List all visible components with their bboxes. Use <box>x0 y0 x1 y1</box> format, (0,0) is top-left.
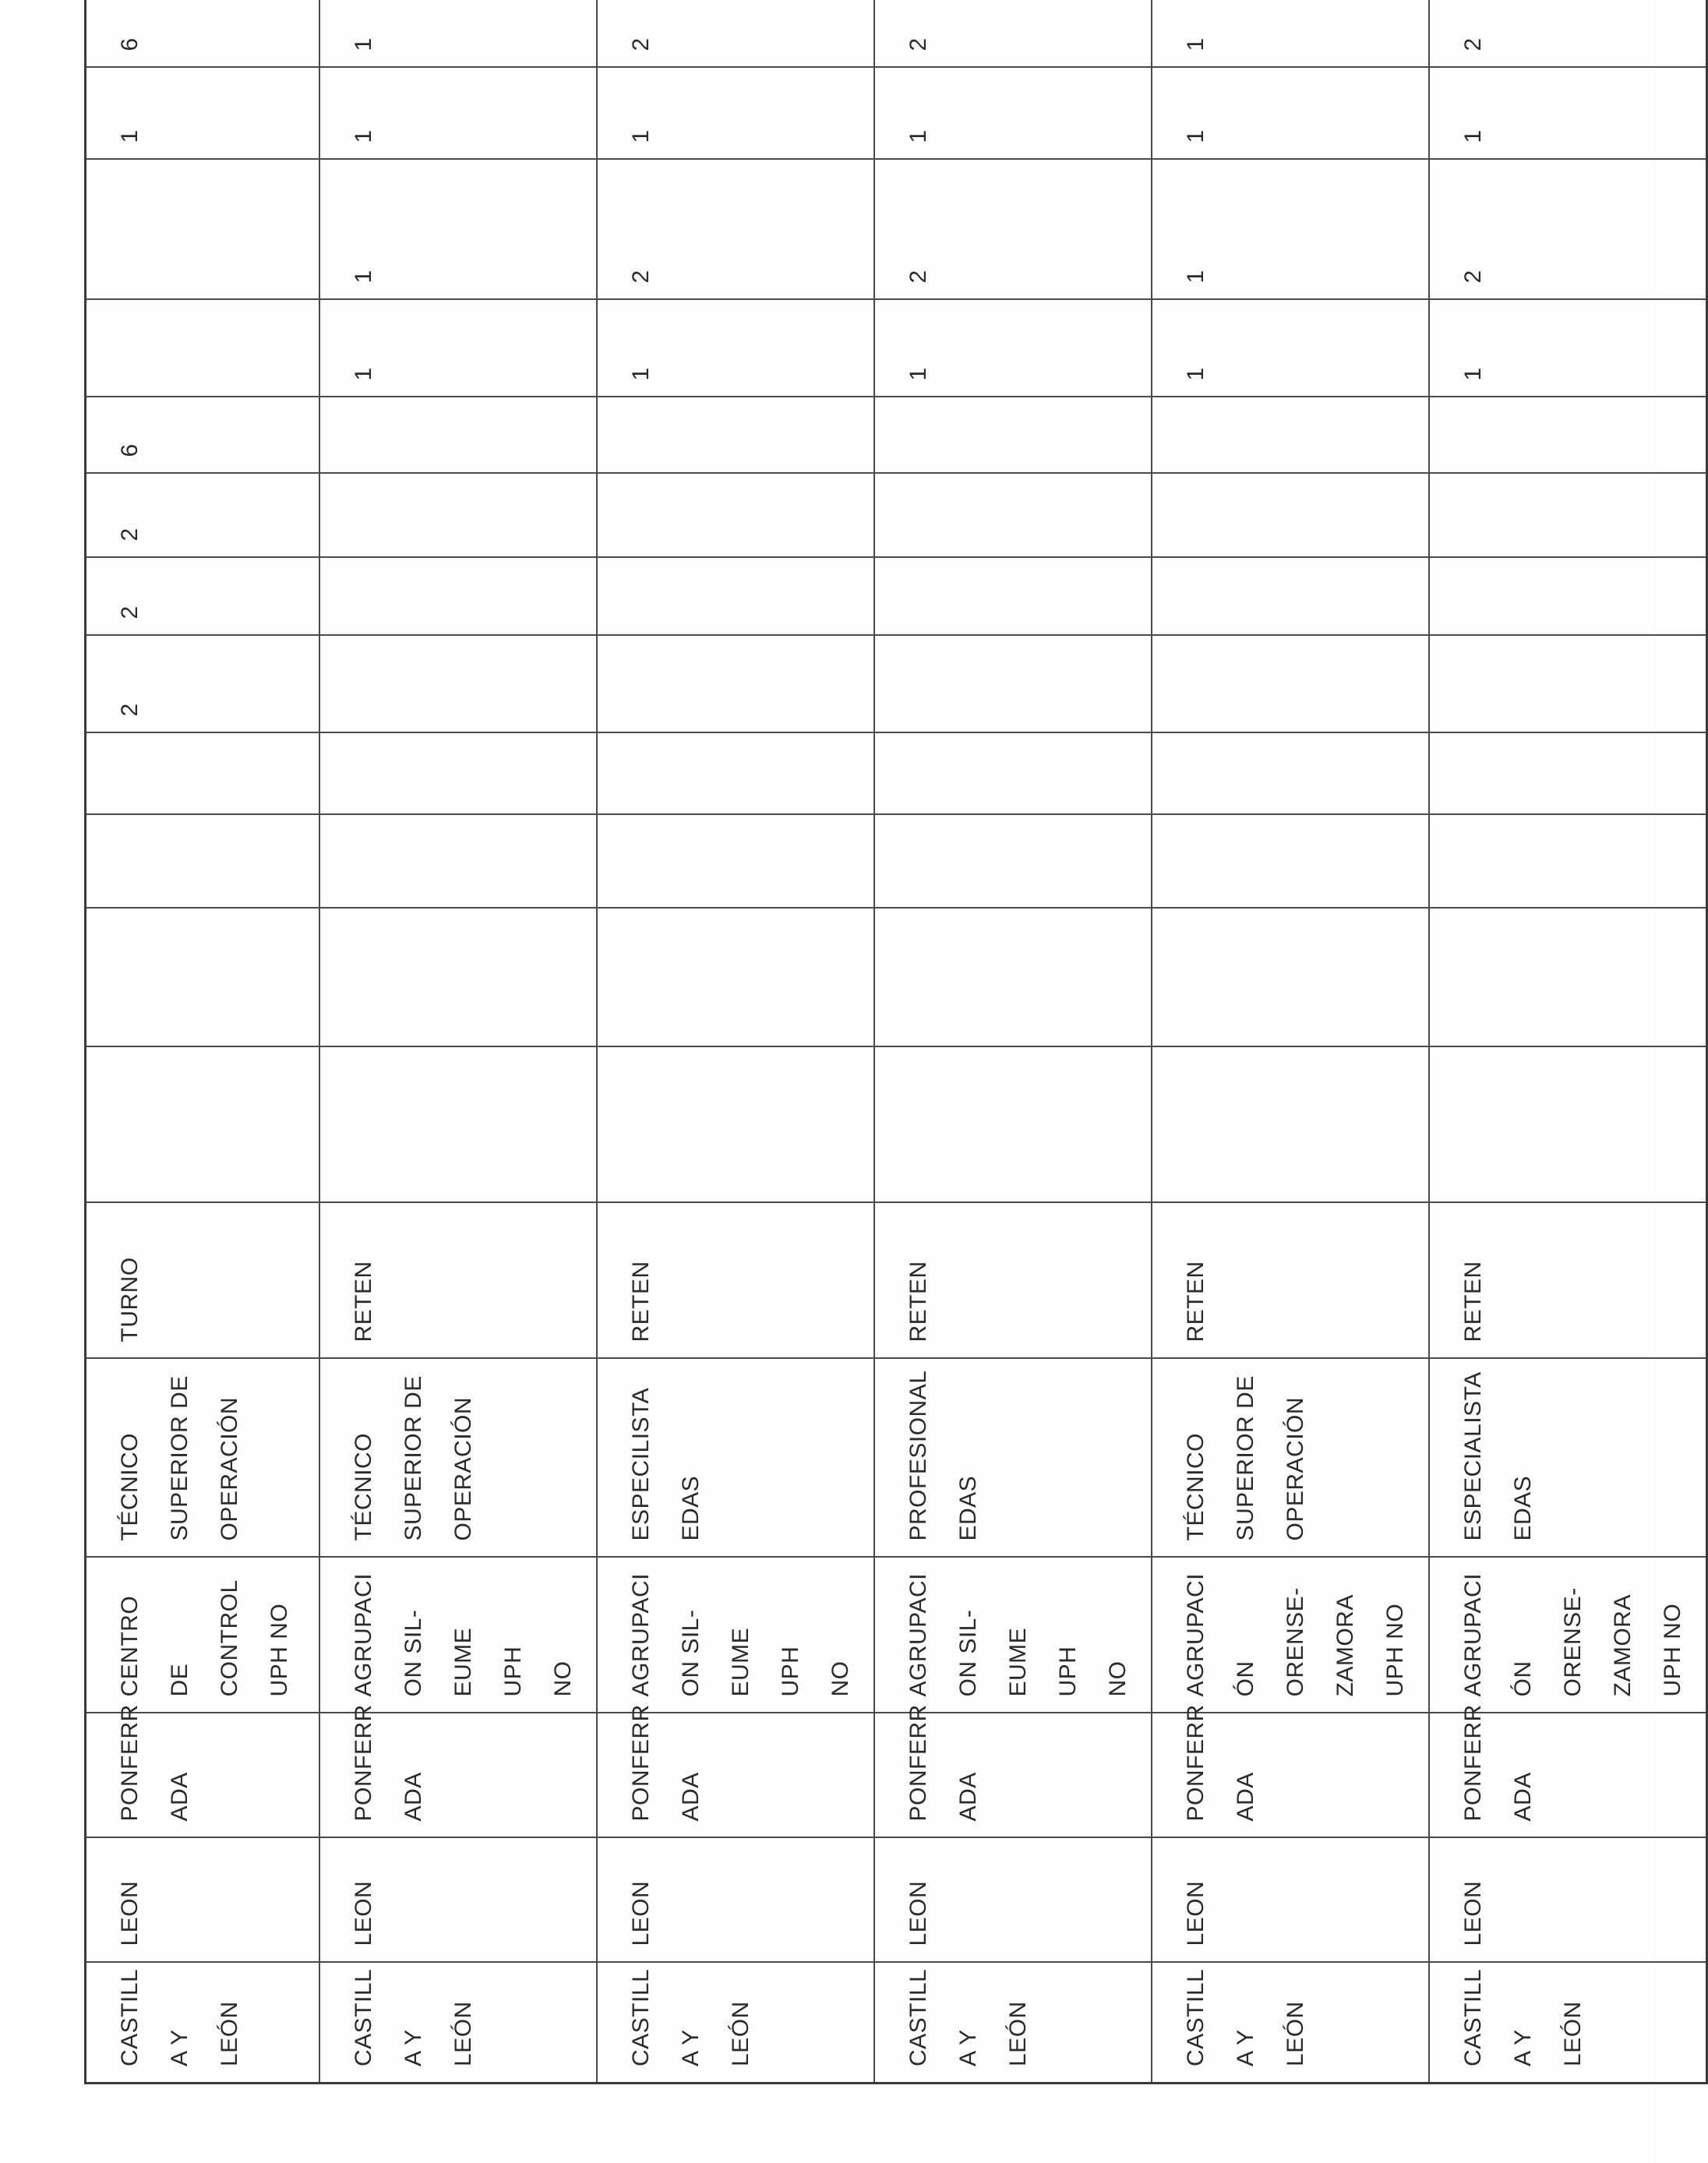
cell-col15: 1 <box>874 300 1152 397</box>
cell-col13 <box>1429 474 1707 558</box>
cell-centro: AGRUPACI ON SIL- EUME UPH NO <box>874 1558 1152 1713</box>
table-row <box>86 0 319 2084</box>
cell-col7 <box>86 1047 319 1203</box>
cell-categoria: TÉCNICO SUPERIOR DE OPERACIÓN <box>319 1359 597 1558</box>
staffing-table <box>84 0 1708 2084</box>
cell-col18: 2 <box>597 0 874 68</box>
cell-provincia: LEON <box>319 1838 597 1963</box>
cell-comunidad: CASTILL A Y LEÓN <box>874 1963 1152 2084</box>
cell-col11 <box>319 636 597 733</box>
cell-centro: AGRUPACI ON SIL- EUME UPH NO <box>597 1558 874 1713</box>
cell-centro: AGRUPACI ÓN ORENSE- ZAMORA UPH NO <box>1429 1558 1707 1713</box>
cell-col16 <box>86 160 319 300</box>
cell-turno: RETEN <box>1152 1203 1429 1359</box>
cell-col9 <box>86 815 319 909</box>
cell-col16: 2 <box>1429 160 1707 300</box>
cell-col14 <box>597 397 874 474</box>
cell-col7 <box>597 1047 874 1203</box>
cell-col9 <box>319 815 597 909</box>
cell-col11 <box>1152 636 1429 733</box>
cell-col10 <box>319 733 597 815</box>
cell-turno: TURNO <box>86 1203 319 1359</box>
cell-comunidad: CASTILL A Y LEÓN <box>86 1963 319 2084</box>
cell-col14 <box>319 397 597 474</box>
table-body <box>86 0 1707 2084</box>
cell-provincia: LEON <box>86 1838 319 1963</box>
cell-provincia: LEON <box>597 1838 874 1963</box>
cell-comunidad: CASTILL A Y LEÓN <box>1429 1963 1707 2084</box>
cell-col17: 1 <box>319 68 597 160</box>
cell-col9 <box>597 815 874 909</box>
cell-col14 <box>1152 397 1429 474</box>
cell-col11 <box>597 636 874 733</box>
cell-centro: AGRUPACI ÓN ORENSE- ZAMORA UPH NO <box>1152 1558 1429 1713</box>
cell-col18: 2 <box>874 0 1152 68</box>
cell-col17: 1 <box>1152 68 1429 160</box>
cell-col7 <box>1429 1047 1707 1203</box>
cell-col18: 2 <box>1429 0 1707 68</box>
cell-col13 <box>874 474 1152 558</box>
cell-col15: 1 <box>1429 300 1707 397</box>
cell-col16: 2 <box>597 160 874 300</box>
table-row <box>1429 0 1707 2084</box>
cell-col11 <box>1429 636 1707 733</box>
cell-provincia: LEON <box>1429 1838 1707 1963</box>
cell-col11 <box>874 636 1152 733</box>
cell-turno: RETEN <box>874 1203 1152 1359</box>
table-row <box>874 0 1152 2084</box>
cell-col8 <box>319 909 597 1047</box>
cell-comunidad: CASTILL A Y LEÓN <box>597 1963 874 2084</box>
cell-categoria: PROFESIONAL EDAS <box>874 1359 1152 1558</box>
table-row <box>1152 0 1429 2084</box>
cell-provincia: LEON <box>1152 1838 1429 1963</box>
cell-comunidad: CASTILL A Y LEÓN <box>1152 1963 1429 2084</box>
cell-col16: 1 <box>319 160 597 300</box>
cell-turno: RETEN <box>597 1203 874 1359</box>
cell-col15 <box>86 300 319 397</box>
cell-col8 <box>1152 909 1429 1047</box>
cell-col7 <box>1152 1047 1429 1203</box>
cell-col18: 1 <box>319 0 597 68</box>
cell-col18: 6 <box>86 0 319 68</box>
cell-col13 <box>319 474 597 558</box>
cell-col17: 1 <box>874 68 1152 160</box>
cell-col17: 1 <box>86 68 319 160</box>
cell-municipio: PONFERR ADA <box>319 1713 597 1838</box>
cell-municipio: PONFERR ADA <box>1429 1713 1707 1838</box>
cell-col14 <box>1429 397 1707 474</box>
cell-col8 <box>86 909 319 1047</box>
cell-col8 <box>874 909 1152 1047</box>
cell-col12 <box>1429 558 1707 636</box>
cell-comunidad: CASTILL A Y LEÓN <box>319 1963 597 2084</box>
cell-col10 <box>86 733 319 815</box>
cell-col7 <box>874 1047 1152 1203</box>
cell-col7 <box>319 1047 597 1203</box>
cell-col17: 1 <box>1429 68 1707 160</box>
cell-turno: RETEN <box>1429 1203 1707 1359</box>
cell-col9 <box>1429 815 1707 909</box>
cell-provincia: LEON <box>874 1838 1152 1963</box>
cell-col12 <box>1152 558 1429 636</box>
cell-col12 <box>874 558 1152 636</box>
cell-municipio: PONFERR ADA <box>874 1713 1152 1838</box>
cell-turno: RETEN <box>319 1203 597 1359</box>
cell-categoria: TÉCNICO SUPERIOR DE OPERACIÓN <box>1152 1359 1429 1558</box>
cell-categoria: ESPECILISTA EDAS <box>597 1359 874 1558</box>
cell-col14 <box>874 397 1152 474</box>
cell-col14: 6 <box>86 397 319 474</box>
cell-municipio: PONFERR ADA <box>86 1713 319 1838</box>
cell-col13 <box>597 474 874 558</box>
cell-col13: 2 <box>86 474 319 558</box>
cell-col16: 2 <box>874 160 1152 300</box>
cell-categoria: TÉCNICO SUPERIOR DE OPERACIÓN <box>86 1359 319 1558</box>
cell-centro: CENTRO DE CONTROL UPH NO <box>86 1558 319 1713</box>
cell-categoria: ESPECIALISTA EDAS <box>1429 1359 1707 1558</box>
cell-col10 <box>1152 733 1429 815</box>
cell-col9 <box>874 815 1152 909</box>
cell-col15: 1 <box>1152 300 1429 397</box>
cell-centro: AGRUPACI ON SIL- EUME UPH NO <box>319 1558 597 1713</box>
cell-col10 <box>1429 733 1707 815</box>
cell-col10 <box>874 733 1152 815</box>
cell-col13 <box>1152 474 1429 558</box>
cell-col15: 1 <box>597 300 874 397</box>
cell-col12 <box>319 558 597 636</box>
cell-col12: 2 <box>86 558 319 636</box>
cell-col9 <box>1152 815 1429 909</box>
cell-col8 <box>597 909 874 1047</box>
table-row <box>319 0 597 2084</box>
cell-col16: 1 <box>1152 160 1429 300</box>
cell-col11: 2 <box>86 636 319 733</box>
cell-municipio: PONFERR ADA <box>1152 1713 1429 1838</box>
cell-col15: 1 <box>319 300 597 397</box>
table-row <box>597 0 874 2084</box>
cell-col12 <box>597 558 874 636</box>
cell-col17: 1 <box>597 68 874 160</box>
cell-municipio: PONFERR ADA <box>597 1713 874 1838</box>
cell-col10 <box>597 733 874 815</box>
cell-col8 <box>1429 909 1707 1047</box>
cell-col18: 1 <box>1152 0 1429 68</box>
